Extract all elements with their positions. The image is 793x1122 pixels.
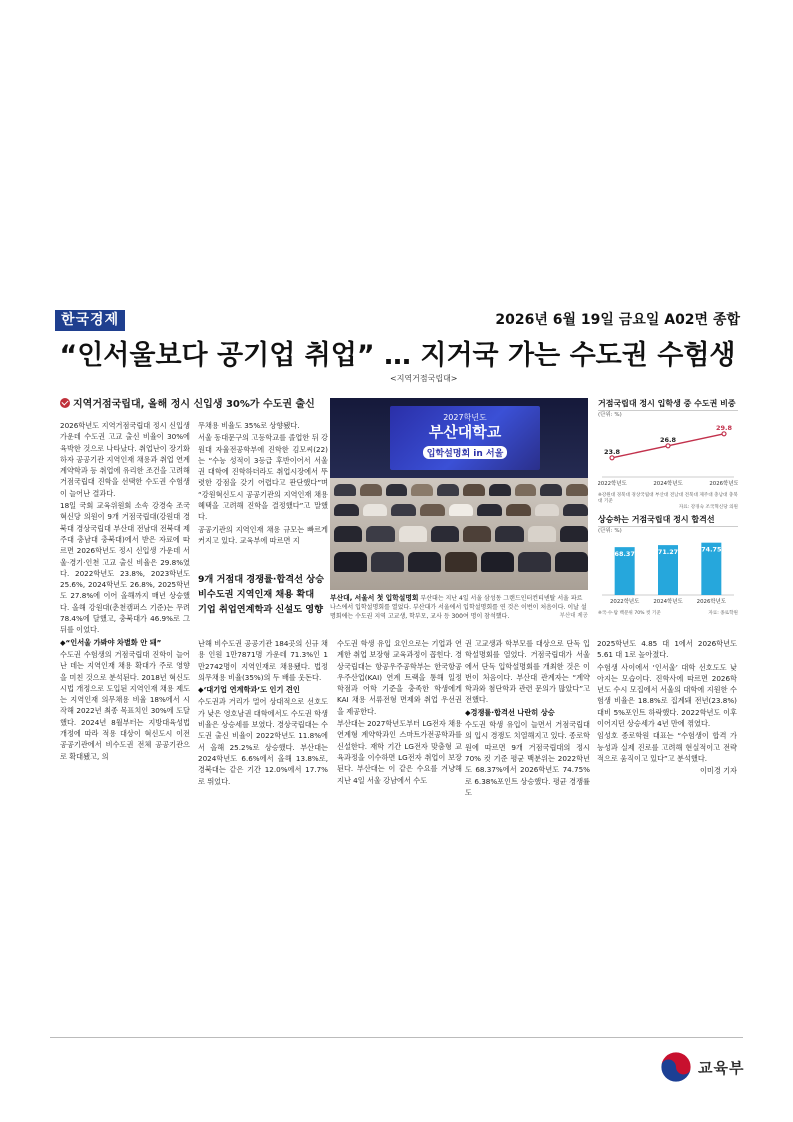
bar-value-label: 68.37 [614,550,635,559]
chart-unit: (단위: %) [598,528,622,534]
bar-chart-cutoff [598,514,738,618]
paragraph: 수도권 학생 유입 요인으로는 기업과 연계한 취업 보장형 교육과정이 꼽힌다. 경상국립대는 항공우주공학부는 한국항공우주산업(KAI) 연계 트랙을 통해 일정 학점과 어학 기준을 충족한 학생에게 KAI 채용 서류전형 면제와 취업 우선권을 제공한다. [337,639,462,716]
bar-chart-plot [598,535,738,607]
x-tick-label: 2024학년도 [653,599,683,605]
footer-divider [50,1037,743,1038]
paragraph: 수도권과 거리가 멀어 상대적으로 선호도가 낮은 영호남권 대학에서도 수도권 학생 비율은 상승세를 보였다. 경상국립대는 수도권 출신 비율이 2022학년도 11.8%에서 올해 25.2%로 상승했다. 부산대는 2024학년도 6.6%에서 올해 13.8%로, 경북대는 같은 기간 12.0%에서 17.7%로 뛰었다. [198,697,328,786]
data-point [666,444,670,448]
data-point [610,456,614,460]
pull-quote-line: 기업 취업연계학과 신설도 영향 [198,604,323,615]
byline: 이미경 기자 [699,766,737,776]
chart-note: ※강원대 경북대 경상국립대 부산대 전남대 전북대 제주대 충남대 충북대 기준 [598,493,738,504]
pull-quote-line: 비수도권 지역인재 채용 확대 [198,589,315,600]
paragraph: 2026학년도 지역거점국립대 정시 신입생 가운데 수도권 고교 출신 비율이 30%에 육박한 것으로 나타났다. 취업난이 장기화하자 공공기관 지역인재 채용과 취업 연계 계약학과 등 취업에 유리한 조건을 고려해 거점국립대 진학을 선택한 수도권 수험생이 늘어난 결과다. [60,421,190,498]
paragraph: 수도권 수험생의 거점국립대 진학이 늘어난 데는 지역인재 채용 확대가 주로 영향을 미친 것으로 분석된다. 2018년 혁신도시법 개정으로 도입된 지역인재 채용 제도는 지역인재 의무채용 비율 18%에서 시작해 2022년 최종 목표치인 30%에 도달했다. 2024년 8월부터는 지방대육성법 개정에 따라 적용 대상이 혁신도시 이전 공공기관에서 비수도권 전체 공공기관으로 확대됐고, 의 [60,649,190,761]
line-chart-plot [598,419,738,489]
data-point [722,432,726,436]
article-column-4 [465,638,590,825]
event-photo [330,398,588,590]
screen-year: 2027학년도 [443,413,487,422]
x-tick-label: 2026학년도 [709,481,738,487]
paragraph: 서울 동대문구의 고등학교를 졸업한 뒤 강원대 자율전공학부에 진학한 김모씨(22)는 “수능 성적이 3등급 후반이어서 서울권 대학에 진학하더라도 취업시장에서 뚜렷한 강점을 갖기 어렵다고 판단했다”며 “강원혁신도시 공공기관의 지역인재 채용 혜택을 고려해 진학을 결정했다”고 말했다. [198,433,328,522]
section-tag: <지역거점국립대> [390,374,458,383]
bar-value-label: 71.27 [657,548,679,557]
article-column-5 [597,638,737,825]
presentation-screen [390,406,540,470]
paragraph: 수도권 학생 유입이 늘면서 거점국립대의 입시 경쟁도 치열해지고 있다. 종로학원에 따르면 9개 거점국립대의 정시 70% 컷 기준 평균 백분위는 2022학년도 68.37%에서 2026학년도 74.75%로 6.38%포인트 상승했다. 평균 경쟁률도 [465,720,590,797]
ministry-name: 교육부 [698,1059,745,1077]
section-subheading: ◆“인서울 가봐야 차별화 안 돼” [60,637,162,647]
chart-title: 상승하는 거점국립대 정시 합격선 [598,514,738,527]
article-column-2-lower [198,638,328,825]
headline: “인서울보다 공기업 취업” … 지거국 가는 수도권 수험생 [59,340,736,371]
photo-credit: 부산대 제공 [559,613,588,619]
masthead [55,310,740,332]
paragraph: 2025학년도 4.85 대 1에서 2026학년도 5.61 대 1로 높아졌다. [597,639,737,660]
x-tick-label: 2024학년도 [653,481,683,487]
chart-title: 거점국립대 정시 입학생 중 수도권 비중 [598,398,738,411]
checkmark-icon [60,398,70,408]
x-tick-label: 2026학년도 [696,599,727,605]
paragraph: 부산대는 2027학년도부터 LG전자 채용연계형 계약학과인 스마트가전공학과를 신설한다. 재학 기간 LG전자 맞춤형 교육과정을 이수하면 LG전자 취업이 보장된다. 부산대는 이 같은 수요를 겨냥해 지난 4일 서울 강남에서 수도 [337,719,462,785]
subheadline-text: 지역거점국립대, 올해 정시 신입생 30%가 수도권 출신 [73,399,315,410]
line-chart-capital-share [598,398,738,510]
paragraph: 수험생 사이에서 ‘인서울’ 대학 선호도도 낮아지는 모습이다. 진학사에 따르면 2026학년도 수시 모집에서 서울의 대학에 지원한 수험생 비율은 18.8%로 집계돼 전년(23.8%) 대비 5%포인트 하락했다. 2022학년도 이후 이어지던 상승세가 4년 만에 꺾였다. [597,662,737,729]
caption-text: 부산대는 지난 4일 서울 삼성동 그랜드인터컨티넨탈 서울 파르나스에서 입학설명회를 열었다. 부산대가 서울에서 입학설명회를 연 것은 이번이 처음이다. 이날 설명회에는 수도권 지역 고교생, 학부모, 교사 등 300여 명이 참석했다. [330,595,587,620]
section-subheading: ◆‘대기업 연계학과’도 인기 견인 [198,685,300,695]
paragraph: 임성호 종로학원 대표는 “수험생이 합격 가능성과 실제 진로를 고려해 현실적이고 전략적으로 움직이고 있다”고 분석했다. [597,731,737,763]
newspaper-logo: 한국경제 [55,310,125,331]
paragraph: 공공기관의 지역인재 채용 규모는 빠르게 커지고 있다. 교육부에 따르면 지 [198,524,328,545]
x-tick-label: 2022학년도 [598,481,627,487]
chart-note: ※국·수·탐 백분위 70% 컷 기준 [598,611,661,616]
chart-source: 자료: 강경숙 조국혁신당 의원 [678,505,738,510]
publication-date: 2026년 6월 19일 금요일 A02면 종합 [495,312,740,328]
data-label: 23.8 [603,447,621,456]
screen-event-title: 입학설명회 in 서울 [423,446,508,459]
x-tick-label: 2022학년도 [609,599,640,605]
article-column-2 [198,420,328,555]
photo-caption [330,594,588,621]
bar-value-label: 74.75 [701,545,722,554]
subheadline [60,398,330,412]
article-column-3 [337,638,462,825]
caption-title: 부산대, 서울서 첫 입학설명회 [330,594,419,602]
paragraph: 권 고교생과 학부모를 대상으로 단독 입학설명회를 열었다. 거점국립대가 서울에서 단독 입학설명회를 개최한 것은 이번이 처음이다. 부산대 관계자는 “계약학과와 첨단학과 관련 문의가 많았다”고 전했다. [465,639,590,705]
data-label: 26.8 [659,435,677,444]
paragraph: 난해 비수도권 공공기관 184곳의 신규 채용 인원 1만7871명 가운데 71.3%인 1만2742명이 지역인재로 채용됐다. 법정 의무채용 비율(35%)의 두 배를 웃돈다. [198,639,328,682]
paragraph: 무채용 비율도 35%로 상향됐다. [198,421,300,430]
taegeuk-emblem-icon [660,1051,692,1083]
screen-university-name: 부산대학교 [428,423,502,441]
chart-source: 자료: 종로학원 [708,611,738,616]
chart-unit: (단위: %) [598,412,622,418]
data-label: 29.8 [715,423,733,432]
section-subheading: ◆경쟁률·합격선 나란히 상승 [465,707,555,717]
article-column-1 [60,420,190,825]
photo-stage [330,398,588,478]
photo-audience [330,478,588,590]
paragraph: 18일 국회 교육위원회 소속 강경숙 조국혁신당 의원이 9개 거점국립대(강원대 경북대 경상국립대 부산대 전남대 전북대 제주대 충남대 충북대)에서 받은 자료에 따르면 2026학년도 정시 신입생 가운데 서울·경기·인천 고교 출신 비율은 29.8%였다. 2022학년도 23.8%, 2023학년도 25.6%, 2024학년도 26.8%, 2025학년도 27.8%에 이어 올해까지 매년 상승했다. 올해 강원대(춘천캠퍼스 기준)는 무려 78.4%에 달했고, 충북대가 46.9%로 그 뒤를 이었다. [60,501,190,635]
pull-quote [198,572,338,617]
pull-quote-line: 9개 거점대 경쟁률·합격선 상승 [198,574,324,585]
ministry-logo [660,1050,752,1086]
